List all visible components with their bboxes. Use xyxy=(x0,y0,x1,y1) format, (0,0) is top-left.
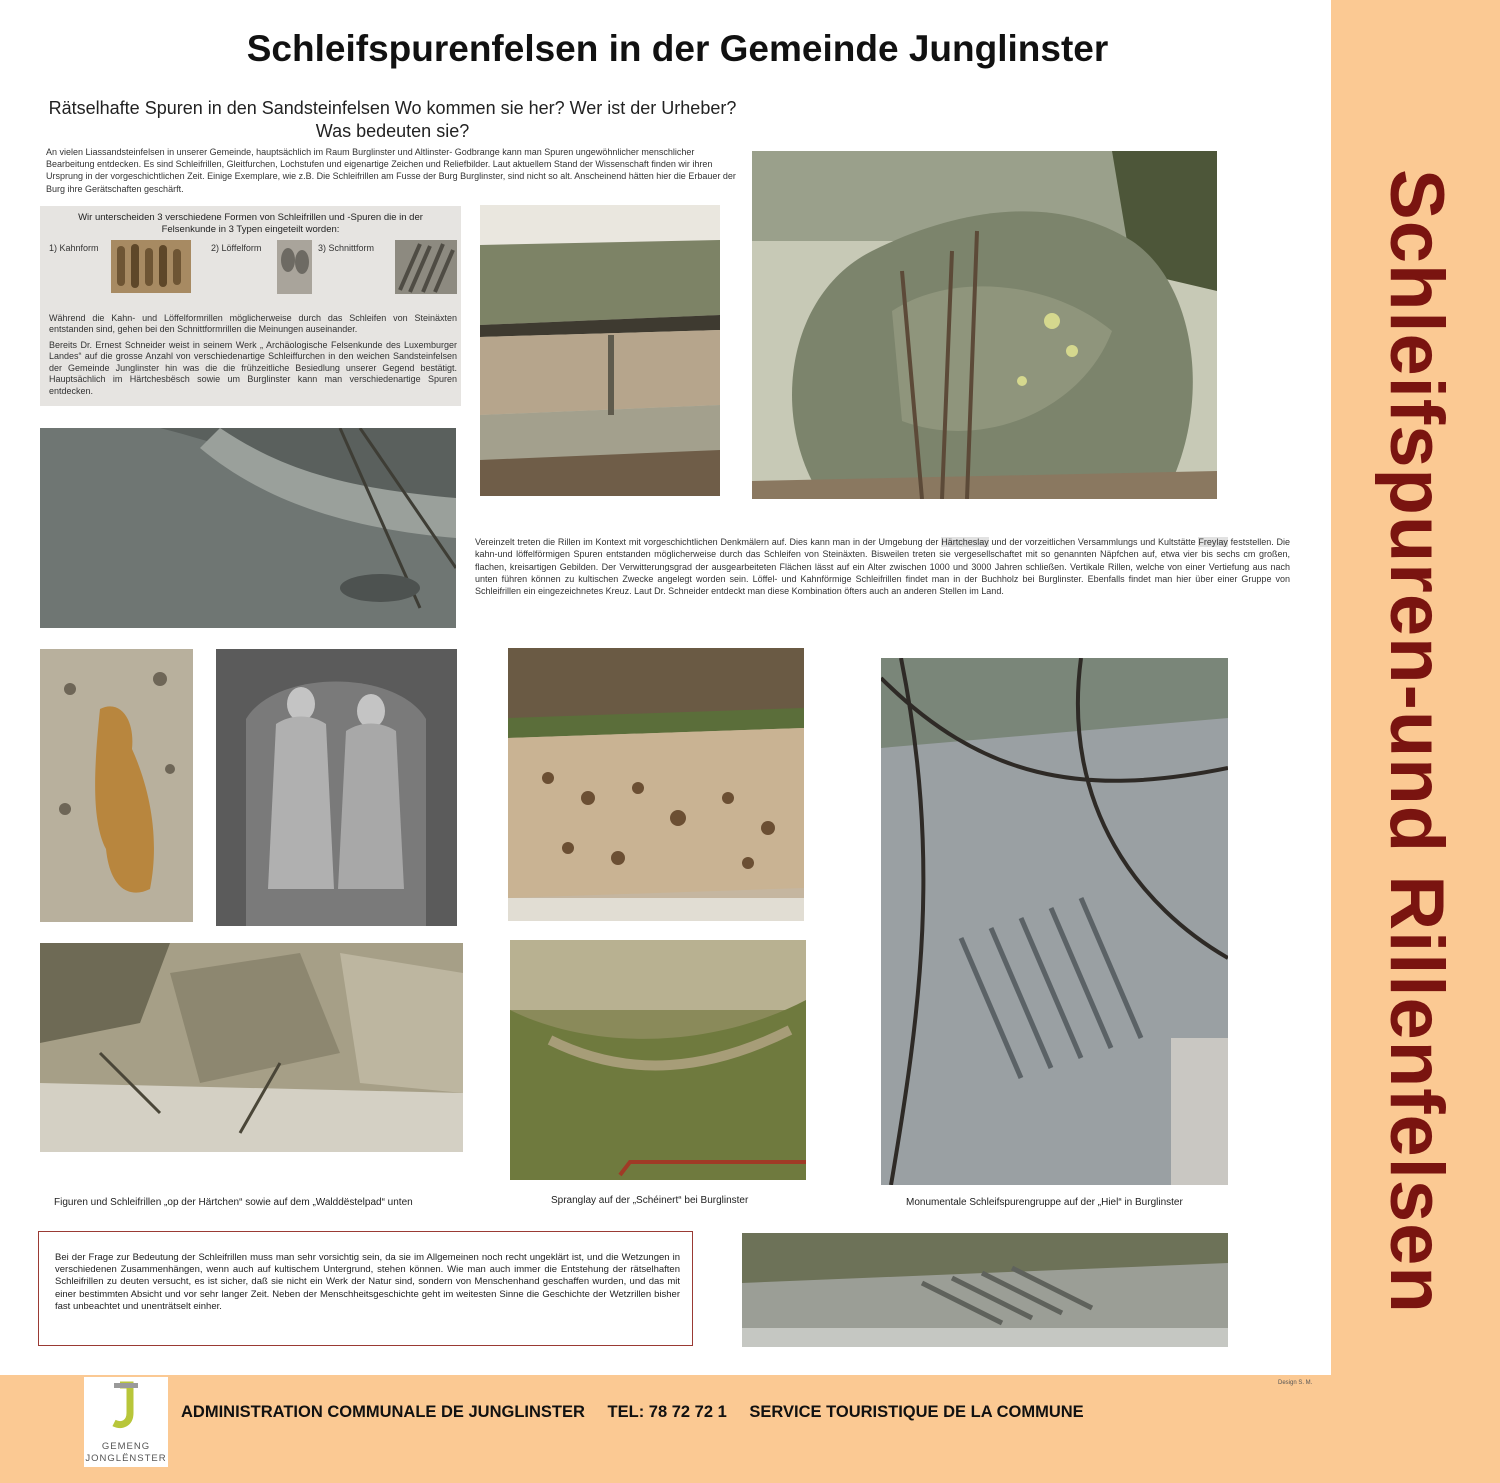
photo-mossy-boulder xyxy=(752,151,1217,499)
footer-admin: ADMINISTRATION COMMUNALE DE JUNGLINSTER xyxy=(181,1403,585,1421)
kahnform-thumbnail xyxy=(111,240,191,293)
photo-walddestelpad xyxy=(40,943,463,1152)
caption-left: Figuren und Schleifrillen „op der Härtchen“ sowie auf dem „Walddëstelpad“ unten xyxy=(54,1197,413,1208)
page-title: Schleifspurenfelsen in der Gemeinde Junglinster xyxy=(246,28,1109,69)
footer-band xyxy=(0,1375,1331,1483)
vertical-title: Schleifspuren-und Rillenfelsen xyxy=(1374,169,1459,1314)
place-haertcheslay: Härtcheslay xyxy=(941,537,989,547)
schnittform-thumbnail xyxy=(395,240,457,294)
intro-text: An vielen Liassandsteinfelsen in unserer Gemeinde, hauptsächlich im Raum Burglinster und Altlinster- Godbrange kann man Spuren ungewöhnlicher menschlicher Bearbeitung entdecken. Es sind Schleifrillen, Gleitfurchen, Lochstufen und eigenartige Zeichen und Reliefbilder. Laut aktuellem Stand der Wissenschaft finden wir ihren Ursprung in der vorgeschichtlichen Zeit. Einige Exemplare, wie z.B. Die Schleifrillen am Fusse der Burg Burglinster, sind nicht so alt. Anscheinend hätten hier die Erbauer der Burg ihre Gerätschaften geschärft. xyxy=(46,147,736,194)
page-subtitle: Rätselhafte Spuren in den Sandsteinfelsen Wo kommen sie her? Wer ist der Urheber? Was bedeuten sie? xyxy=(48,98,737,141)
photo-spranglay xyxy=(510,940,806,1180)
place-freylay: Freylay xyxy=(1198,537,1228,547)
type-label-kahnform: 1) Kahnform xyxy=(49,243,99,253)
photo-grooved-rock-face xyxy=(40,428,456,628)
caption-right: Monumentale Schleifspurengruppe auf der „Hiel“ in Burglinster xyxy=(906,1197,1183,1208)
photo-two-figures-relief xyxy=(216,649,457,926)
type-label-schnittform: 3) Schnittform xyxy=(318,243,375,253)
logo-j-icon xyxy=(84,1377,168,1437)
type-label-loeffelform: 2) Löffelform xyxy=(211,243,262,253)
logo-text: GEMENG JONGLËNSTER xyxy=(85,1441,167,1464)
photo-monumental-grooves xyxy=(881,658,1228,1185)
photo-layered-rock xyxy=(480,205,720,496)
loeffelform-thumbnail xyxy=(277,240,312,294)
context-paragraph: Vereinzelt treten die Rillen im Kontext mit vorgeschichtlichen Denkmälern auf. Dies kann man in der Umgebung der Härtcheslay und der vorzeitlichen Versammlungs und Kultstätte Freylay feststellen. Die kahn-und löffelförmigen Spuren entstanden möglicherweise durch das Schleifen von Steinäxten. Bisweilen treten sie vergesellschaftet mit so genannten Näpfchen auf, etwa vier bis sechs cm großen, flachen, kreisartigen Gebilden. Der Verwitterungsgrad der ausgearbeiteten Flächen lässt auf ein Alter zwischen 1000 und 3000 Jahren schließen. Vertikale Rillen, welche von einer Vertiefung aus nach unten führen können zu kultischen Zwecke angelegt worden sein. Löffel- und Kahnförmige Schleifrillen findet man in der Buchholz bei Burglinster. Ebenfalls findet man hier über einer Gruppe von Schleifrillen ein eingezeichnetes Kreuz. Laut Dr. Schneider entdeckt man diese Kombination öfters auch an anderen Stellen im Land. xyxy=(475,537,1291,597)
types-paragraph-2: Bereits Dr. Ernest Schneider weist in seinem Werk „ Archäologische Felsenkunde des Luxemburger Landes“ auf die grosse Anzahl von verschiedenartige Schleiffurchen in den weichen Sandsteinfelsen der Gemeinde Junglinster hin was die die frühzeitliche Besiedlung unserer Gegend bestätigt. Hauptsächlich im Härtchesbësch sowie um Burglinster kann man verschiedenartige Spuren entdecken. xyxy=(49,340,457,396)
photo-honeycomb-rock xyxy=(508,648,804,921)
footer-service: SERVICE TOURISTIQUE DE LA COMMUNE xyxy=(749,1403,1084,1421)
photo-figure-relief xyxy=(40,649,193,922)
types-heading: Wir unterscheiden 3 verschiedene Formen von Schleifrillen und -Spuren die in der Felsenkunde in 3 Typen eingeteilt worden: xyxy=(78,212,423,235)
closing-text: Bei der Frage zur Bedeutung der Schleifrillen muss man sehr vorsichtig sein, da sie im Allgemeinen noch recht ungeklärt ist, und die Wetzungen in verschiedenen Zusammenhängen, wenn auch auf kultischem Untergrund, stehen können. Wie man auch immer die Entstehung der rätselhaften Schleifrillen zu deuten versucht, es ist sicher, daß sie nicht ein Werk der Natur sind, sondern von Menschenhand geschaffen wurden, und das mit einer bestimmten Absicht und vor sehr langer Zeit. Neben der Menschheitsgeschichte geht im weitesten Sinne die Geschichte der Wetzrillen bisher fast unbeachtet und unenträtselt einher. xyxy=(55,1252,680,1312)
photo-bottom-rock-grooves xyxy=(742,1233,1228,1347)
designer-signature: Design S. M. xyxy=(1278,1380,1313,1386)
footer-tel: TEL: 78 72 72 1 xyxy=(607,1403,727,1421)
footer-contact xyxy=(181,1403,1281,1422)
types-paragraph-1: Während die Kahn- und Löffelformrillen möglicherweise durch das Schleifen von Steinäxten entstanden sind, gehen bei den Schnittformrillen die Meinungen auseinander. xyxy=(49,313,457,335)
caption-middle: Spranglay auf der „Schéinert“ bei Burglinster xyxy=(551,1195,749,1206)
